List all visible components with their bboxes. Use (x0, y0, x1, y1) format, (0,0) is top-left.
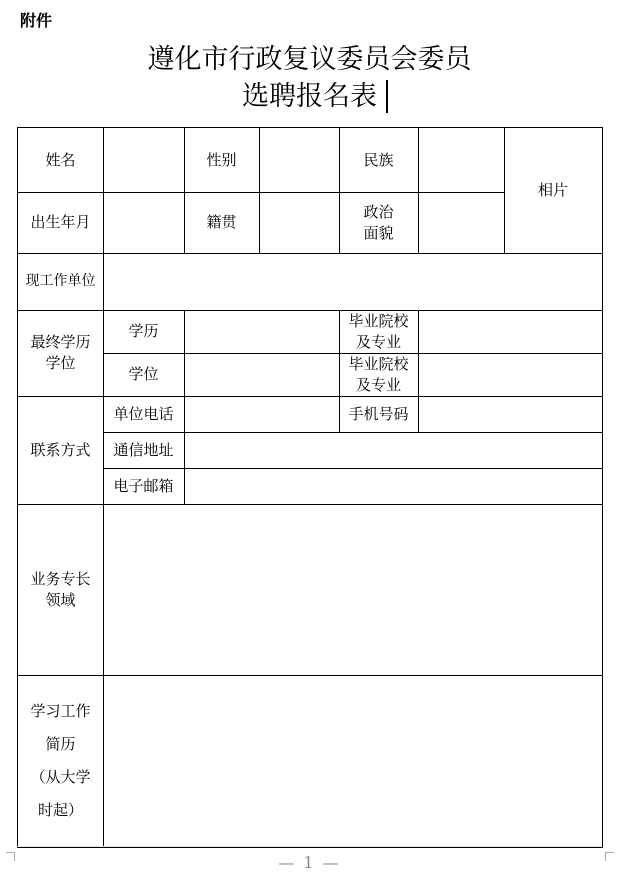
label-degree: 学位 (128, 365, 159, 383)
form-title-line-2: 选聘报名表 (242, 81, 377, 112)
text-cursor (386, 80, 388, 113)
label-native-place: 籍贯 (206, 213, 237, 231)
registration-form-table (17, 127, 603, 848)
label-education-school-major: 毕业院校 及专业 (348, 311, 409, 351)
label-name: 姓名 (45, 150, 76, 169)
degree-school-major-field[interactable] (419, 354, 602, 396)
photo-box[interactable]: 相片 (537, 181, 568, 199)
native-place-field[interactable] (260, 193, 339, 253)
label-degree-school-major: 毕业院校 及专业 (348, 354, 409, 394)
label-birth-date: 出生年月 (30, 213, 91, 231)
education-school-major-field[interactable] (419, 311, 602, 353)
label-education: 学历 (128, 322, 159, 340)
birth-date-field[interactable] (104, 193, 184, 253)
resume-field[interactable] (104, 676, 602, 847)
page-number: — 1 — (278, 853, 341, 872)
work-unit-field[interactable] (104, 254, 602, 310)
label-mobile: 手机号码 (348, 404, 409, 423)
label-office-phone: 单位电话 (113, 404, 174, 423)
attachment-label: 附件 (20, 11, 53, 30)
address-field[interactable] (185, 433, 602, 468)
label-expertise: 业务专长 领域 (30, 569, 91, 609)
label-final-education: 最终学历 学位 (30, 333, 91, 372)
ethnicity-field[interactable] (419, 129, 504, 192)
label-resume: 学习工作 简历 （从大学 时起） (30, 702, 91, 819)
label-political-status: 政治 面貌 (363, 202, 394, 242)
office-phone-field[interactable] (185, 397, 339, 432)
name-field[interactable] (104, 129, 184, 192)
label-ethnicity: 民族 (363, 150, 394, 169)
label-contact: 联系方式 (30, 440, 91, 459)
gender-field[interactable] (260, 129, 339, 192)
expertise-field[interactable] (104, 505, 602, 675)
label-work-unit: 现工作单位 (25, 273, 96, 289)
degree-field[interactable] (185, 354, 339, 396)
education-field[interactable] (185, 311, 339, 353)
form-title-line-1: 遵化市行政复议委员会委员 (147, 44, 472, 75)
political-status-field[interactable] (419, 193, 504, 253)
page-boundary (17, 846, 601, 847)
mobile-field[interactable] (419, 397, 602, 432)
label-email: 电子邮箱 (113, 476, 174, 495)
email-field[interactable] (185, 469, 602, 504)
label-gender: 性别 (206, 150, 237, 169)
label-address: 通信地址 (113, 440, 174, 459)
